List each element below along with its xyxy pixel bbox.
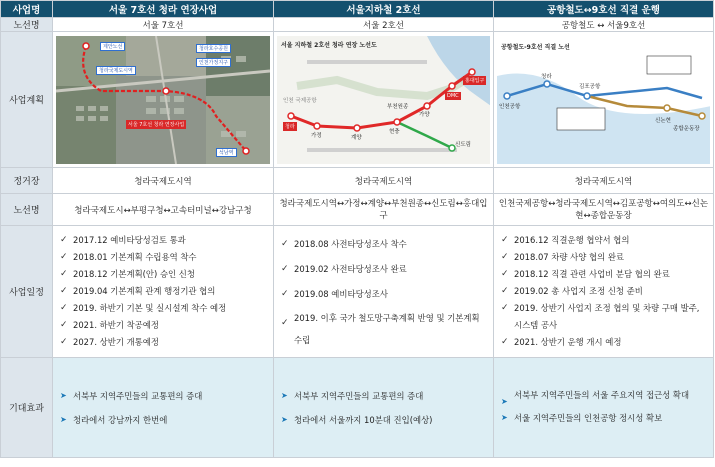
list-item: ✓ 2018.01 기본계획 수립용역 착수 — [59, 249, 273, 266]
line2-tag-gajeong: 가정 — [311, 132, 322, 139]
triangle-bullet-icon: ➤ — [60, 414, 67, 424]
list-item: ✓ 2019. 하반기 기본 및 실시설계 착수 예정 — [59, 300, 273, 317]
header-line7: 서울 7호선 청라 연장사업 — [53, 1, 274, 18]
stop-airport: 청라국제도시역 — [494, 168, 714, 194]
map-tag-seoknam: 석남역 — [216, 148, 237, 157]
list-item: ✓ 2019.04 기본계획 관계 행정기관 협의 — [59, 283, 273, 300]
plan-row — [1, 32, 714, 168]
line2-tag-hyeonchung: 현충 — [389, 128, 400, 135]
line2-tag-hongdae: 홍대입구 — [465, 77, 485, 84]
list-item: ✓ 2019.02 사전타당성조사 완료 — [280, 257, 493, 282]
check-icon: ✓ — [501, 269, 509, 279]
route-row — [1, 194, 714, 226]
triangle-bullet-icon: ➤ — [501, 397, 508, 406]
list-item: ✓ 2018.12 기본계획(안) 승인 신청 — [59, 266, 273, 283]
schedule-list-line7 — [53, 232, 273, 351]
line2-tag-sindorim: 신도림 — [455, 141, 471, 148]
effects-list-line2 — [274, 384, 493, 432]
check-icon: ✓ — [60, 252, 68, 262]
check-icon: ✓ — [281, 289, 289, 299]
check-icon: ✓ — [60, 269, 68, 279]
route-airport: 인천국제공항↔청라국제도시역↔김포공항↔여의도↔신논현↔종합운동장 — [494, 194, 714, 226]
triangle-bullet-icon: ➤ — [501, 413, 508, 422]
list-item: ✓ 2019.08 예비타당성조사 — [280, 282, 493, 307]
schedule-row — [1, 226, 714, 358]
list-item: ✓ 2017.12 예비타당성검토 통과 — [59, 232, 273, 249]
map-tag-lake-park: 청라호수공원 — [196, 44, 231, 53]
effects-row — [1, 358, 714, 458]
effects-list-airport — [494, 385, 713, 430]
list-item: ✓ 2019. 이후 국가 철도망구축계획 반영 및 기본계획 수립 — [281, 313, 480, 345]
route-name-label: 노선명 — [1, 18, 53, 32]
effects-label: 기대효과 — [1, 358, 53, 458]
list-item: ✓ 2027. 상반기 개통예정 — [59, 334, 273, 351]
schedule-label: 사업일정 — [1, 226, 53, 358]
triangle-bullet-icon: ➤ — [60, 390, 67, 400]
check-icon: ✓ — [60, 235, 68, 245]
route-line2: 청라국제도시역↔가정↔계양↔부천원종↔신도림↔홍대입구 — [274, 194, 494, 226]
list-item: ➤ 청라에서 서울까지 10분대 진입(예상) — [280, 408, 493, 432]
schedule-airport — [494, 226, 714, 358]
schedule-line2 — [274, 226, 494, 358]
plan-map-airport-cell — [494, 32, 714, 168]
route-map-line2 — [277, 36, 490, 164]
list-item: ✓ 2021. 하반기 착공예정 — [59, 317, 273, 334]
stop-label: 정거장 — [1, 168, 53, 194]
line2-map-title: 서울 지하철 2호선 청라 연장 노선도 — [281, 41, 377, 49]
line2-tag-gayang: 가양 — [419, 111, 430, 118]
list-item: ➤ 서울 지역주민들의 인천공항 정시성 확보 — [500, 406, 713, 430]
list-item: ✓ 2018.07 차량 사양 협의 완료 — [500, 249, 713, 266]
line2-tag-airport: 인천 국제공항 — [283, 97, 317, 104]
check-icon: ✓ — [60, 320, 68, 330]
schedule-line7 — [53, 226, 274, 358]
header-project-name: 사업명 — [1, 1, 53, 18]
header-airport-line9: 공항철도↔9호선 직결 운행 — [494, 1, 714, 18]
check-icon: ✓ — [501, 286, 509, 296]
airport-tag-gimpo: 김포공항 — [579, 83, 601, 90]
map-tag-proposed: 제안노선 — [100, 42, 125, 51]
line2-tag-dmc: DMC — [447, 92, 459, 99]
check-icon: ✓ — [60, 337, 68, 347]
line2-tag-gyeyang: 계양 — [351, 134, 362, 141]
triangle-bullet-icon: ➤ — [281, 390, 288, 400]
check-icon: ✓ — [60, 286, 68, 296]
list-item: ✓ 2019. 상반기 사업지 조정 협의 및 차량 구매 발주, 시스템 공사 — [500, 300, 713, 334]
check-icon: ✓ — [281, 239, 289, 249]
map-tag-gajeong: 인천가정지구 — [196, 58, 231, 67]
header-line2: 서울지하철 2호선 — [274, 1, 494, 18]
header-row — [1, 1, 714, 18]
list-item: ➤ 서북부 지역주민들의 교통편의 증대 — [59, 384, 273, 408]
line2-tag-bucheon: 부천원종 — [387, 103, 409, 110]
airport-tag-sports-complex: 종합운동장 — [673, 125, 700, 132]
check-icon: ✓ — [501, 337, 509, 347]
check-icon: ✓ — [501, 303, 509, 313]
map-tag-project: 서울 7호선 청라 연장사업 — [128, 121, 185, 128]
list-item: ➤ 서북부 지역주민들의 서울 주요지역 접근성 확대 — [500, 385, 713, 406]
stop-row — [1, 168, 714, 194]
plan-map-line2-cell — [274, 32, 494, 168]
effects-airport — [494, 358, 714, 458]
check-icon: ✓ — [281, 318, 289, 328]
check-icon: ✓ — [501, 252, 509, 262]
list-item: ✓ 2018.08 사전타당성조사 착수 — [280, 232, 493, 257]
route-name-line2: 서울 2호선 — [274, 18, 494, 32]
effects-line2 — [274, 358, 494, 458]
check-icon: ✓ — [60, 303, 68, 313]
route-name-airport: 공항철도 ↔ 서울9호선 — [494, 18, 714, 32]
plan-map-line7-cell — [53, 32, 274, 168]
list-item: ➤ 청라에서 강남까지 한번에 — [59, 408, 273, 432]
map-tag-cheongna-station: 청라국제도시역 — [96, 66, 136, 75]
airport-tag-incheon: 인천공항 — [499, 103, 521, 110]
list-item: ✓ 2019.02 총 사업지 조정 신청 준비 — [500, 283, 713, 300]
check-icon: ✓ — [281, 264, 289, 274]
list-item: ✓ 2018.12 직결 관련 사업비 분담 협의 완료 — [500, 266, 713, 283]
route-name-line7: 서울 7호선 — [53, 18, 274, 32]
effects-list-line7 — [53, 384, 273, 432]
line2-tag-cheongna: 청라 — [285, 123, 295, 130]
list-item: ✓ 2021. 상반기 운행 개시 예정 — [500, 334, 713, 351]
route-map-airport — [497, 36, 710, 164]
route-label: 노선명 — [1, 194, 53, 226]
aerial-map-line7 — [56, 36, 270, 164]
stop-line7: 청라국제도시역 — [53, 168, 274, 194]
route-line7: 청라국제도시↔부평구청↔고속터미널↔강남구청 — [53, 194, 274, 226]
list-item: ➤ 서북부 지역주민들의 교통편의 증대 — [280, 384, 493, 408]
stop-line2: 청라국제도시역 — [274, 168, 494, 194]
effects-line7 — [53, 358, 274, 458]
route-name-row — [1, 18, 714, 32]
check-icon: ✓ — [501, 235, 509, 245]
triangle-bullet-icon: ➤ — [281, 414, 288, 424]
plan-label: 사업계획 — [1, 32, 53, 168]
aerial-photo — [56, 36, 270, 164]
airport-tag-sinnonhyeon: 신논현 — [655, 117, 671, 124]
airport-line9-diagram — [497, 36, 710, 164]
airport-tag-cheongna: 청라 — [541, 73, 552, 80]
list-item: ✓ 2016.12 직결운행 협약서 협의 — [500, 232, 713, 249]
airport-map-title: 공항철도-9호선 직결 노선 — [501, 43, 570, 51]
schedule-list-line2 — [274, 232, 493, 351]
schedule-list-airport — [494, 232, 713, 351]
